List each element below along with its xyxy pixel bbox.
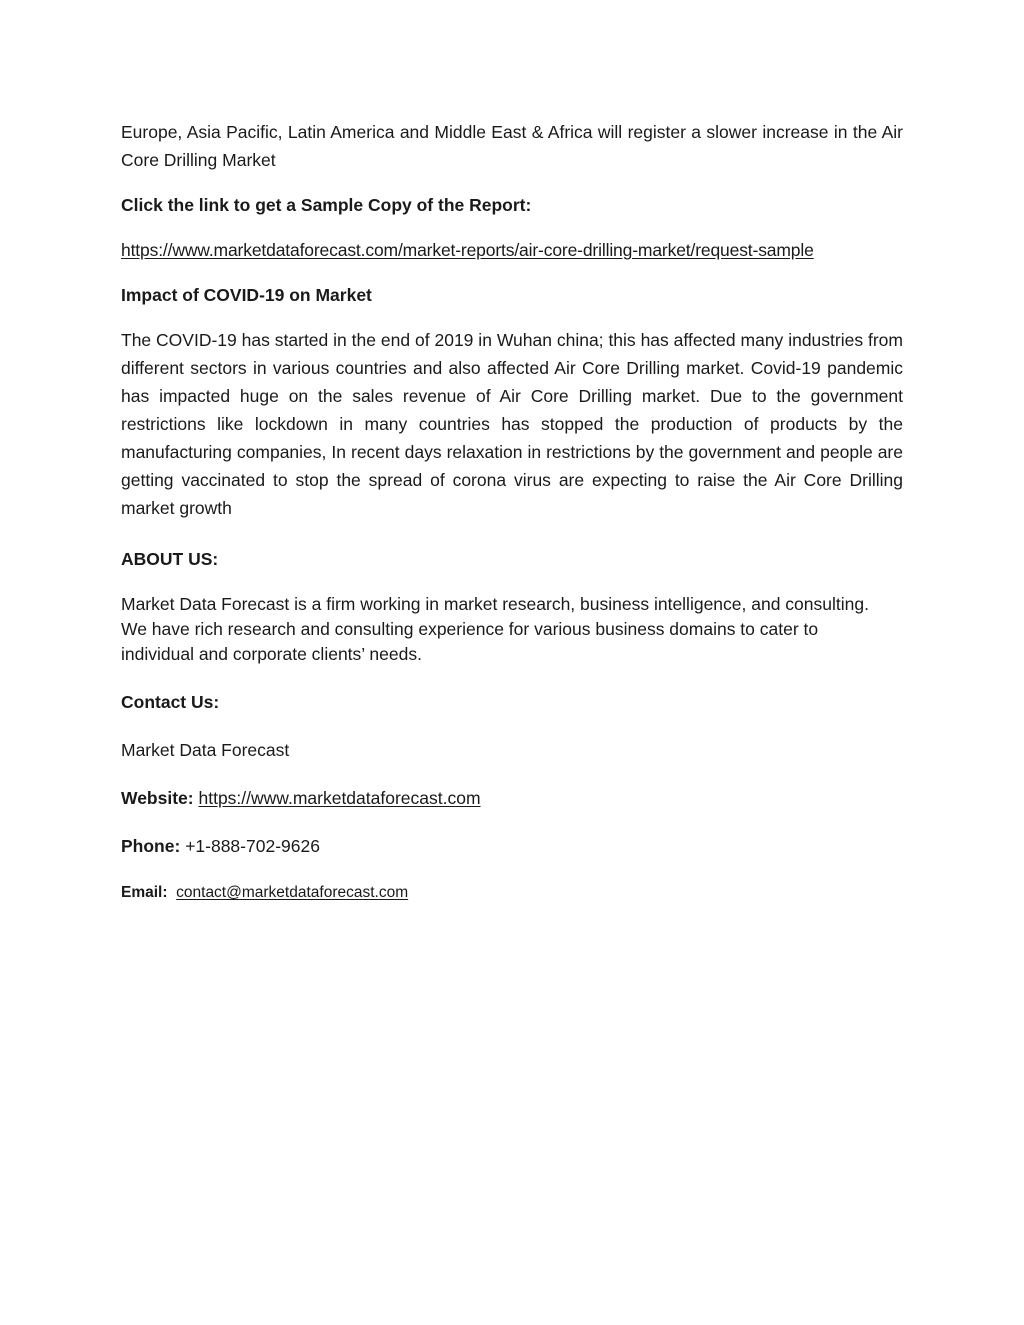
phone-label: Phone: [121, 836, 181, 856]
website-link[interactable]: https://www.marketdataforecast.com [198, 788, 481, 808]
contact-heading: Contact Us: [121, 692, 220, 712]
covid-heading: Impact of COVID-19 on Market [121, 285, 372, 305]
sample-request-link[interactable]: https://www.marketdataforecast.com/market-reports/air-core-drilling-market/request-sample [121, 240, 814, 260]
phone-row [121, 832, 903, 860]
company-name: Market Data Forecast [121, 740, 290, 760]
website-row [121, 784, 903, 812]
covid-paragraph: The COVID-19 has started in the end of 2019 in Wuhan china; this has affected many industries from different sectors in various countries and also affected Air Core Drilling market. Covid-19 pandemic has impacted huge on the sales revenue of Air Core Drilling market. Due to the government restrictions like lockdown in many countries has stopped the production of products by the manufacturing companies, In recent days relaxation in restrictions by the government and people are getting vaccinated to stop the spread of corona virus are expecting to raise the Air Core Drilling market growth [121, 330, 903, 518]
about-paragraph: Market Data Forecast is a firm working in market research, business intelligence, and consulting. We have rich research and consulting experience for various business domains to cater to individual and corporate clients’ needs. [121, 594, 869, 664]
sample-link-line [121, 236, 903, 264]
about-heading: ABOUT US: [121, 549, 219, 569]
email-label: Email: [121, 884, 168, 901]
email-link[interactable]: contact@marketdataforecast.com [176, 884, 409, 901]
phone-value: +1-888-702-9626 [185, 836, 320, 856]
email-row [121, 882, 903, 904]
document-page [121, 118, 903, 904]
sample-heading: Click the link to get a Sample Copy of the Report: [121, 195, 532, 215]
website-label: Website: [121, 788, 194, 808]
intro-paragraph: Europe, Asia Pacific, Latin America and Middle East & Africa will register a slower increase in the Air Core Drilling Market [121, 122, 903, 170]
